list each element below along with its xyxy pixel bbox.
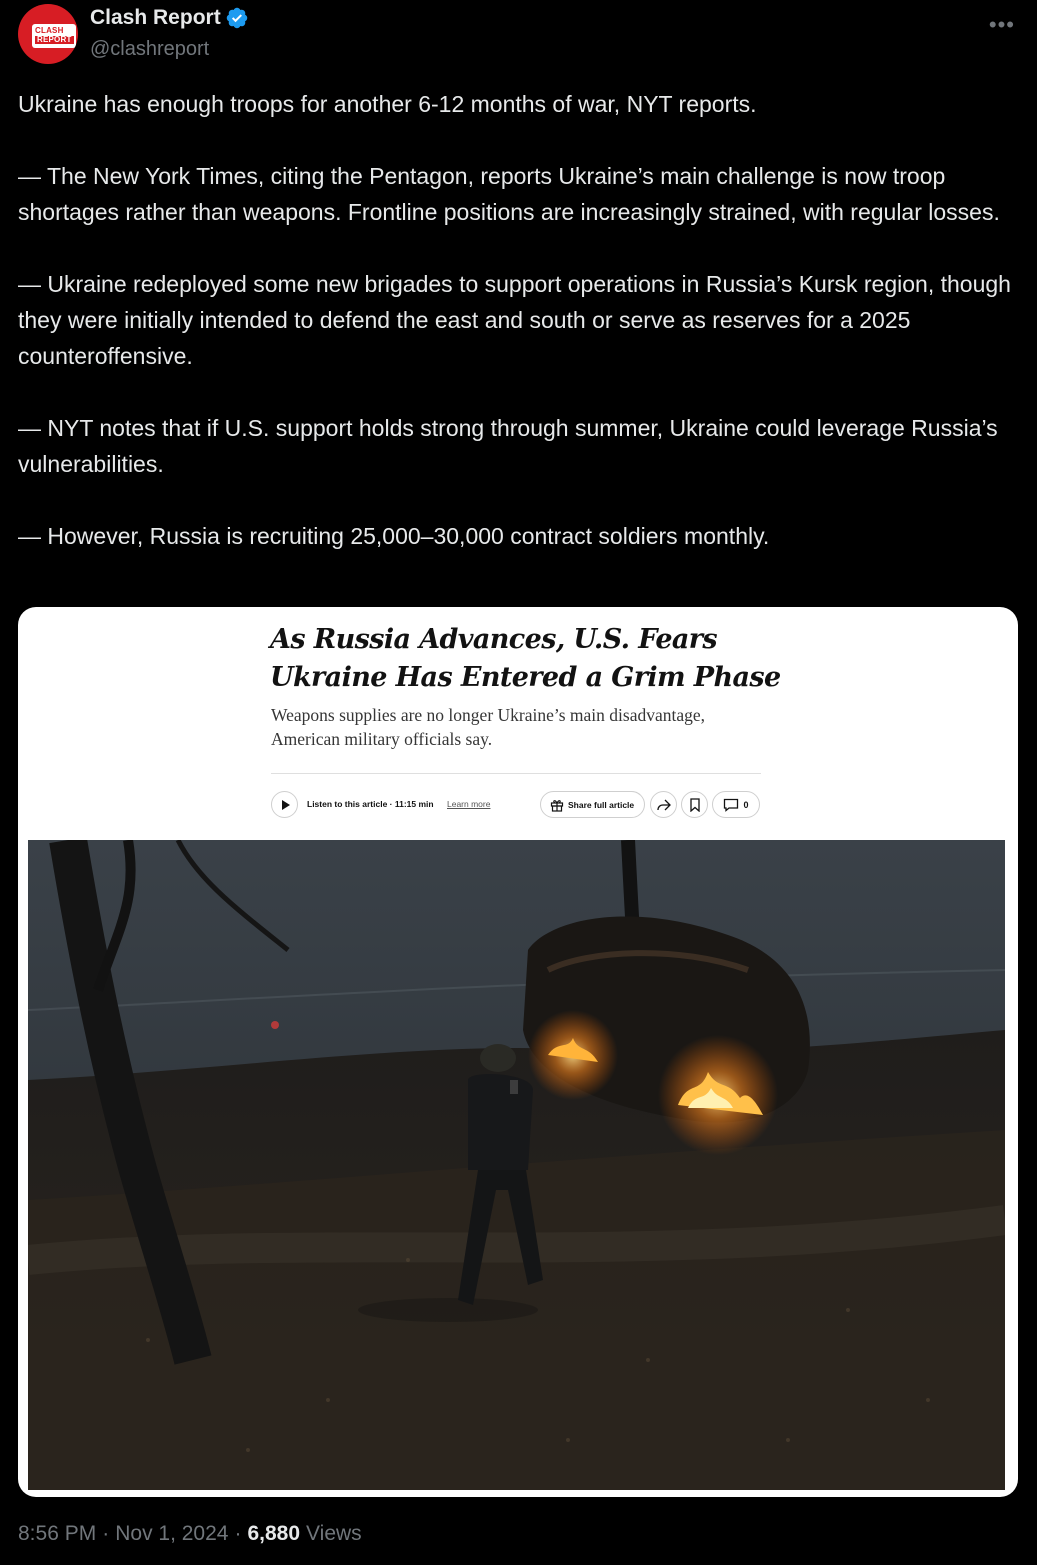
separator: · bbox=[102, 1522, 110, 1545]
tweet-header bbox=[18, 4, 1019, 66]
display-name[interactable]: Clash Report bbox=[90, 6, 221, 29]
bookmark-icon bbox=[681, 791, 708, 818]
article-toolbar bbox=[271, 790, 771, 820]
tweet-paragraph: Ukraine has enough troops for another 6-12 months of war, NYT reports. bbox=[18, 91, 757, 117]
divider bbox=[271, 773, 761, 774]
comments-button bbox=[712, 791, 760, 818]
share-full-article-button bbox=[540, 791, 645, 818]
comment-icon bbox=[723, 798, 739, 812]
learn-more-link: Learn more bbox=[447, 799, 491, 809]
views-label: Views bbox=[306, 1522, 362, 1545]
more-options-icon[interactable]: ••• bbox=[988, 12, 1015, 37]
play-icon bbox=[271, 791, 298, 818]
tweet-paragraph: — The New York Times, citing the Pentagon, reports Ukraine’s main challenge is now troop shortages rather than weapons. Frontline positions are increasingly strained, with regular losses. bbox=[18, 163, 1000, 225]
tweet-paragraph: — However, Russia is recruiting 25,000–30,000 contract soldiers monthly. bbox=[18, 523, 770, 549]
avatar-text-top: CLASH bbox=[35, 26, 64, 35]
share-label: Share full article bbox=[568, 799, 635, 810]
article-photo bbox=[28, 840, 1005, 1490]
article-headline bbox=[270, 621, 790, 697]
share-arrow-icon bbox=[650, 791, 677, 818]
author-handle[interactable]: @clashreport bbox=[90, 38, 210, 60]
verified-badge-icon bbox=[225, 6, 249, 30]
post-time[interactable]: 8:56 PM bbox=[18, 1522, 97, 1545]
headline-line: As Russia Advances, U.S. Fears bbox=[270, 624, 718, 655]
views-count: 6,880 bbox=[247, 1522, 301, 1545]
attached-image[interactable] bbox=[18, 607, 1018, 1497]
tweet-paragraph: — Ukraine redeployed some new brigades to support operations in Russia’s Kursk region, though they were initially intended to defend the east and south or serve as reserves for a 2025 counteroffensive. bbox=[18, 271, 1018, 369]
author-name-row[interactable] bbox=[90, 6, 249, 30]
post-date[interactable]: Nov 1, 2024 bbox=[115, 1522, 229, 1545]
article-subheadline bbox=[271, 703, 791, 751]
avatar-text-bottom: REPORT bbox=[37, 35, 72, 44]
tweet-paragraph: — NYT notes that if U.S. support holds strong through summer, Ukraine could leverage Russia’s vulnerabilities. bbox=[18, 415, 1005, 477]
listen-label: Listen to this article · 11:15 min bbox=[307, 799, 434, 809]
headline-line: Ukraine Has Entered a Grim Phase bbox=[270, 662, 781, 693]
avatar-logo bbox=[32, 24, 76, 48]
gift-icon bbox=[550, 798, 564, 812]
comment-count: 0 bbox=[743, 799, 749, 810]
avatar[interactable] bbox=[18, 4, 78, 64]
subheadline-line: American military officials say. bbox=[271, 729, 493, 749]
tweet-text bbox=[18, 86, 1019, 554]
subheadline-line: Weapons supplies are no longer Ukraine’s main disadvantage, bbox=[271, 705, 706, 725]
tweet-meta bbox=[18, 1522, 362, 1546]
separator: · bbox=[234, 1522, 242, 1545]
